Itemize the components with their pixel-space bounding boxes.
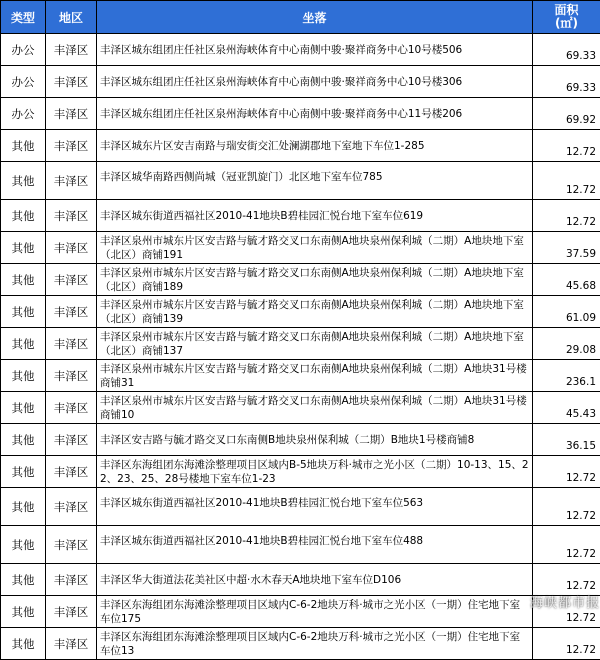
cell-location: 丰泽区华大街道法花美社区中超·水木春天A地块地下室车位D106: [97, 564, 533, 596]
cell-area: 丰泽区: [46, 628, 97, 660]
cell-type: 其他: [1, 264, 46, 296]
cell-location: 丰泽区泉州市城东片区安吉路与毓才路交叉口东南侧A地块泉州保利城（二期）A地块地下室（北区）商铺189: [97, 264, 533, 296]
table-row: [1, 392, 600, 424]
cell-location: 丰泽区城华南路西侧尚城（冠亚凯旋门）北区地下室车位785: [97, 162, 533, 200]
cell-location: 丰泽区东海组团东海滩涂整理项目区域内C-6-2地块万科·城市之光小区（一期）住宅地下室车位13: [97, 628, 533, 660]
cell-area: 丰泽区: [46, 130, 97, 162]
cell-location: 丰泽区城东街道西福社区2010-41地块B碧桂园汇悦台地下室车位563: [97, 488, 533, 526]
cell-area: 丰泽区: [46, 232, 97, 264]
cell-size: 12.72: [533, 162, 600, 200]
table-row: [1, 130, 600, 162]
cell-type: 其他: [1, 162, 46, 200]
cell-area: 丰泽区: [46, 296, 97, 328]
table-row: [1, 264, 600, 296]
cell-area: 丰泽区: [46, 596, 97, 628]
table-row: [1, 488, 600, 526]
cell-type: 其他: [1, 628, 46, 660]
cell-area: 丰泽区: [46, 162, 97, 200]
cell-location: 丰泽区泉州市城东片区安吉路与毓才路交叉口东南侧A地块泉州保利城（二期）A地块地下室（北区）商铺137: [97, 328, 533, 360]
cell-area: 丰泽区: [46, 392, 97, 424]
table-row: [1, 628, 600, 660]
cell-area: 丰泽区: [46, 360, 97, 392]
header-location: 坐落: [97, 1, 533, 34]
cell-area: 丰泽区: [46, 456, 97, 488]
cell-location: 丰泽区东海组团东海滩涂整理项目区域内C-6-2地块万科·城市之光小区（一期）住宅地下室车位175: [97, 596, 533, 628]
table-row: [1, 328, 600, 360]
cell-type: 其他: [1, 200, 46, 232]
cell-size: 12.72: [533, 526, 600, 564]
cell-size: 12.72: [533, 596, 600, 628]
cell-type: 其他: [1, 328, 46, 360]
table-row: [1, 424, 600, 456]
cell-size: 29.08: [533, 328, 600, 360]
cell-area: 丰泽区: [46, 488, 97, 526]
cell-location: 丰泽区城东组团庄任社区泉州海峡体育中心南侧中骏·聚祥商务中心10号楼506: [97, 34, 533, 66]
cell-type: 其他: [1, 360, 46, 392]
header-row: [1, 1, 600, 34]
header-size: [533, 1, 600, 34]
cell-type: 办公: [1, 98, 46, 130]
cell-type: 其他: [1, 456, 46, 488]
cell-area: 丰泽区: [46, 328, 97, 360]
cell-area: 丰泽区: [46, 424, 97, 456]
cell-area: 丰泽区: [46, 264, 97, 296]
cell-type: 办公: [1, 66, 46, 98]
cell-size: 12.72: [533, 564, 600, 596]
cell-size: 12.72: [533, 130, 600, 162]
header-type: 类型: [1, 1, 46, 34]
cell-location: 丰泽区泉州市城东片区安吉路与毓才路交叉口东南侧A地块泉州保利城（二期）A地块31号楼商铺31: [97, 360, 533, 392]
cell-area: 丰泽区: [46, 526, 97, 564]
cell-location: 丰泽区泉州市城东片区安吉路与毓才路交叉口东南侧A地块泉州保利城（二期）A地块地下室（北区）商铺191: [97, 232, 533, 264]
cell-location: 丰泽区东海组团东海滩涂整理项目区域内B-5地块万科·城市之光小区（二期）10-13、15、22、23、25、28号楼地下室车位1-23: [97, 456, 533, 488]
table-row: [1, 526, 600, 564]
cell-type: 其他: [1, 488, 46, 526]
cell-size: 69.33: [533, 66, 600, 98]
cell-type: 其他: [1, 424, 46, 456]
cell-type: 其他: [1, 596, 46, 628]
cell-location: 丰泽区城东组团庄任社区泉州海峡体育中心南侧中骏·聚祥商务中心11号楼206: [97, 98, 533, 130]
cell-type: 其他: [1, 392, 46, 424]
table-row: [1, 66, 600, 98]
table-row: [1, 360, 600, 392]
cell-type: 办公: [1, 34, 46, 66]
table-row: [1, 200, 600, 232]
cell-size: 12.72: [533, 200, 600, 232]
header-size-unit: (㎡): [533, 17, 600, 30]
cell-location: 丰泽区城东组团庄任社区泉州海峡体育中心南侧中骏·聚祥商务中心10号楼306: [97, 66, 533, 98]
cell-location: 丰泽区泉州市城东片区安吉路与毓才路交叉口东南侧A地块泉州保利城（二期）A地块地下室（北区）商铺139: [97, 296, 533, 328]
cell-type: 其他: [1, 296, 46, 328]
cell-size: 12.72: [533, 628, 600, 660]
table-row: [1, 232, 600, 264]
table-row: [1, 296, 600, 328]
cell-size: 12.72: [533, 456, 600, 488]
cell-area: 丰泽区: [46, 200, 97, 232]
table-row: [1, 162, 600, 200]
cell-location: 丰泽区城东片区安吉南路与瑞安街交汇处澜湖郡地下室地下车位1-285: [97, 130, 533, 162]
cell-type: 其他: [1, 130, 46, 162]
cell-area: 丰泽区: [46, 564, 97, 596]
cell-size: 61.09: [533, 296, 600, 328]
header-size-label: 面积: [533, 4, 600, 17]
cell-size: 236.1: [533, 360, 600, 392]
cell-type: 其他: [1, 526, 46, 564]
cell-area: 丰泽区: [46, 66, 97, 98]
cell-location: 丰泽区城东街道西福社区2010-41地块B碧桂园汇悦台地下室车位619: [97, 200, 533, 232]
cell-area: 丰泽区: [46, 34, 97, 66]
table-row: [1, 98, 600, 130]
cell-size: 45.43: [533, 392, 600, 424]
cell-size: 69.92: [533, 98, 600, 130]
cell-size: 36.15: [533, 424, 600, 456]
cell-type: 其他: [1, 564, 46, 596]
cell-size: 45.68: [533, 264, 600, 296]
cell-location: 丰泽区安吉路与毓才路交叉口东南侧B地块泉州保利城（二期）B地块1号楼商铺8: [97, 424, 533, 456]
cell-location: 丰泽区城东街道西福社区2010-41地块B碧桂园汇悦台地下室车位488: [97, 526, 533, 564]
table-row: [1, 34, 600, 66]
table-row: [1, 564, 600, 596]
watermark: 海峡都市报: [530, 592, 600, 611]
cell-size: 12.72: [533, 488, 600, 526]
cell-location: 丰泽区泉州市城东片区安吉路与毓才路交叉口东南侧A地块泉州保利城（二期）A地块31号楼商铺10: [97, 392, 533, 424]
header-area: 地区: [46, 1, 97, 34]
table-row: [1, 456, 600, 488]
cell-size: 37.59: [533, 232, 600, 264]
cell-area: 丰泽区: [46, 98, 97, 130]
cell-type: 其他: [1, 232, 46, 264]
cell-size: 69.33: [533, 34, 600, 66]
